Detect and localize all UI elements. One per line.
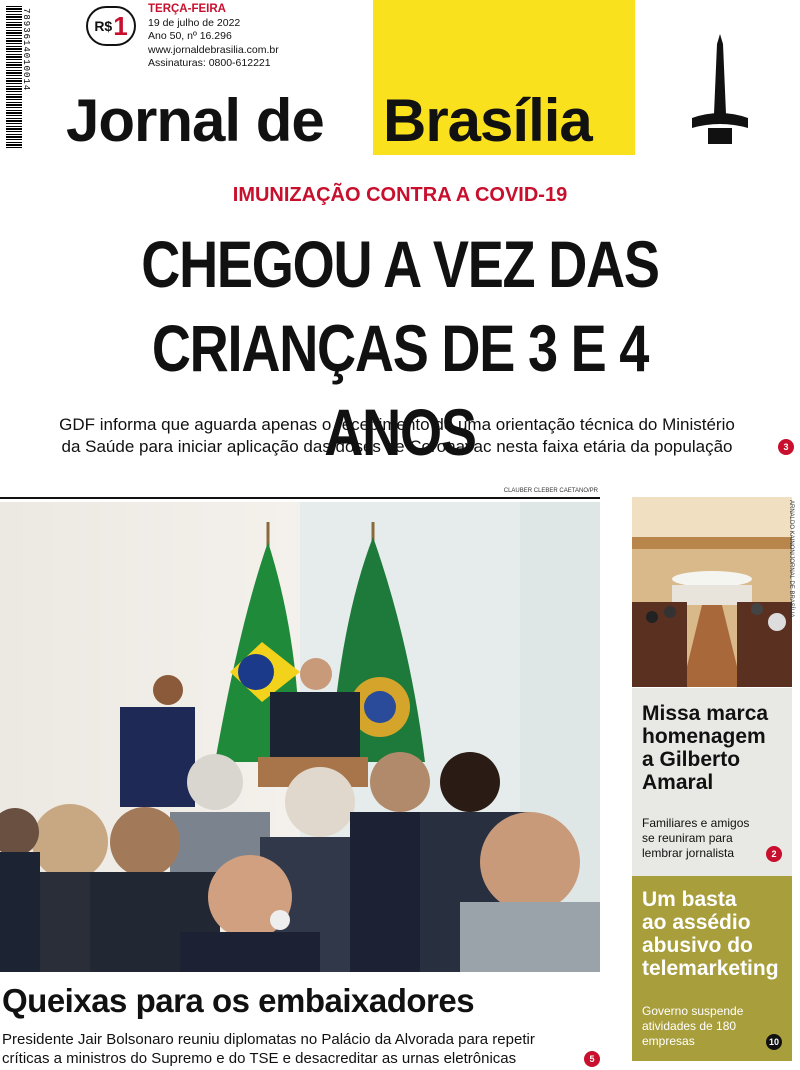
headline-lede — [12, 414, 782, 458]
headline-kicker: IMUNIZAÇÃO CONTRA A COVID-19 — [232, 184, 568, 206]
website-link[interactable]: www.jornaldebrasilia.com.br — [148, 43, 279, 56]
sidebar-story-mass[interactable] — [632, 688, 792, 876]
page-reference-badge[interactable]: 2 — [766, 846, 782, 862]
edition-number: Ano 50, nº 16.296 — [148, 30, 232, 42]
newspaper-title-part2: Brasília — [383, 87, 592, 154]
price-currency: R$ — [94, 18, 113, 34]
lede-line-1: GDF informa que aguarda apenas o recebimento de uma orientação técnica do Ministério — [59, 415, 735, 434]
church-interior-illustration — [632, 497, 792, 687]
issue-date: 19 de julho de 2022 — [148, 16, 241, 29]
sidebar-story-title — [642, 888, 782, 980]
sidebar-photo-credit: ARNALDO KAINON/JORNAL DE BRASÍLIA — [788, 500, 794, 618]
barcode — [6, 6, 22, 150]
page-reference-badge[interactable]: 5 — [584, 1051, 600, 1067]
desc-line: se reuniram para — [642, 831, 733, 845]
diplomats-meeting-illustration — [0, 502, 600, 972]
title-line: ao assédio — [642, 911, 751, 934]
barcode-number: 7893614010014 — [21, 8, 31, 92]
sidebar-story-desc — [642, 816, 749, 861]
title-line: Missa marca — [642, 702, 769, 725]
newspaper-title-part1: Jornal de — [66, 87, 324, 154]
title-line: telemarketing — [642, 957, 779, 980]
weekday: TERÇA-FEIRA — [148, 3, 226, 15]
main-story-photo[interactable] — [0, 502, 600, 972]
main-story-text-line-1: Presidente Jair Bolsonaro reuniu diplomatas no Palácio da Alvorada para repetir — [2, 1031, 535, 1048]
desc-line: Familiares e amigos — [642, 816, 750, 830]
main-story-text — [2, 1030, 602, 1068]
title-line: homenagem — [642, 725, 766, 748]
page-reference-badge[interactable]: 10 — [766, 1034, 782, 1050]
price-badge — [86, 6, 136, 46]
main-story-title[interactable]: Queixas para os embaixadores — [2, 982, 475, 1019]
lede-line-2: da Saúde para iniciar aplicação das doses de Coronavac nesta faixa etária da população — [61, 437, 733, 456]
sidebar-story-telemarketing[interactable] — [632, 876, 792, 1061]
title-line: Amaral — [642, 771, 714, 794]
sidebar-story-title — [642, 702, 782, 794]
headline-line-2: CRIANÇAS DE 3 E 4 ANOS — [151, 311, 649, 469]
page-reference-badge[interactable]: 3 — [778, 439, 794, 455]
main-story-text-line-2: críticas a ministros do Supremo e do TSE e desacreditar as urnas eletrônicas — [2, 1050, 517, 1067]
title-line: a Gilberto — [642, 748, 741, 771]
headline-line-1: CHEGOU A VEZ DAS — [141, 227, 659, 301]
sidebar-story-desc — [642, 1004, 743, 1049]
desc-line: Governo suspende — [642, 1004, 744, 1018]
edition-info — [148, 3, 279, 71]
title-line: Um basta — [642, 888, 737, 911]
photo-credit: CLAUBER CLEBER CAETANO/PR — [503, 488, 598, 494]
price-value: 1 — [113, 11, 128, 41]
desc-line: atividades de 180 — [642, 1019, 737, 1033]
section-divider — [0, 497, 600, 499]
subscriptions-phone: Assinaturas: 0800-612221 — [148, 57, 271, 69]
desc-line: lembrar jornalista — [642, 846, 735, 860]
title-line: abusivo do — [642, 934, 753, 957]
sidebar-church-photo[interactable] — [632, 497, 792, 687]
obelisk-icon — [690, 34, 750, 146]
desc-line: empresas — [642, 1034, 695, 1048]
